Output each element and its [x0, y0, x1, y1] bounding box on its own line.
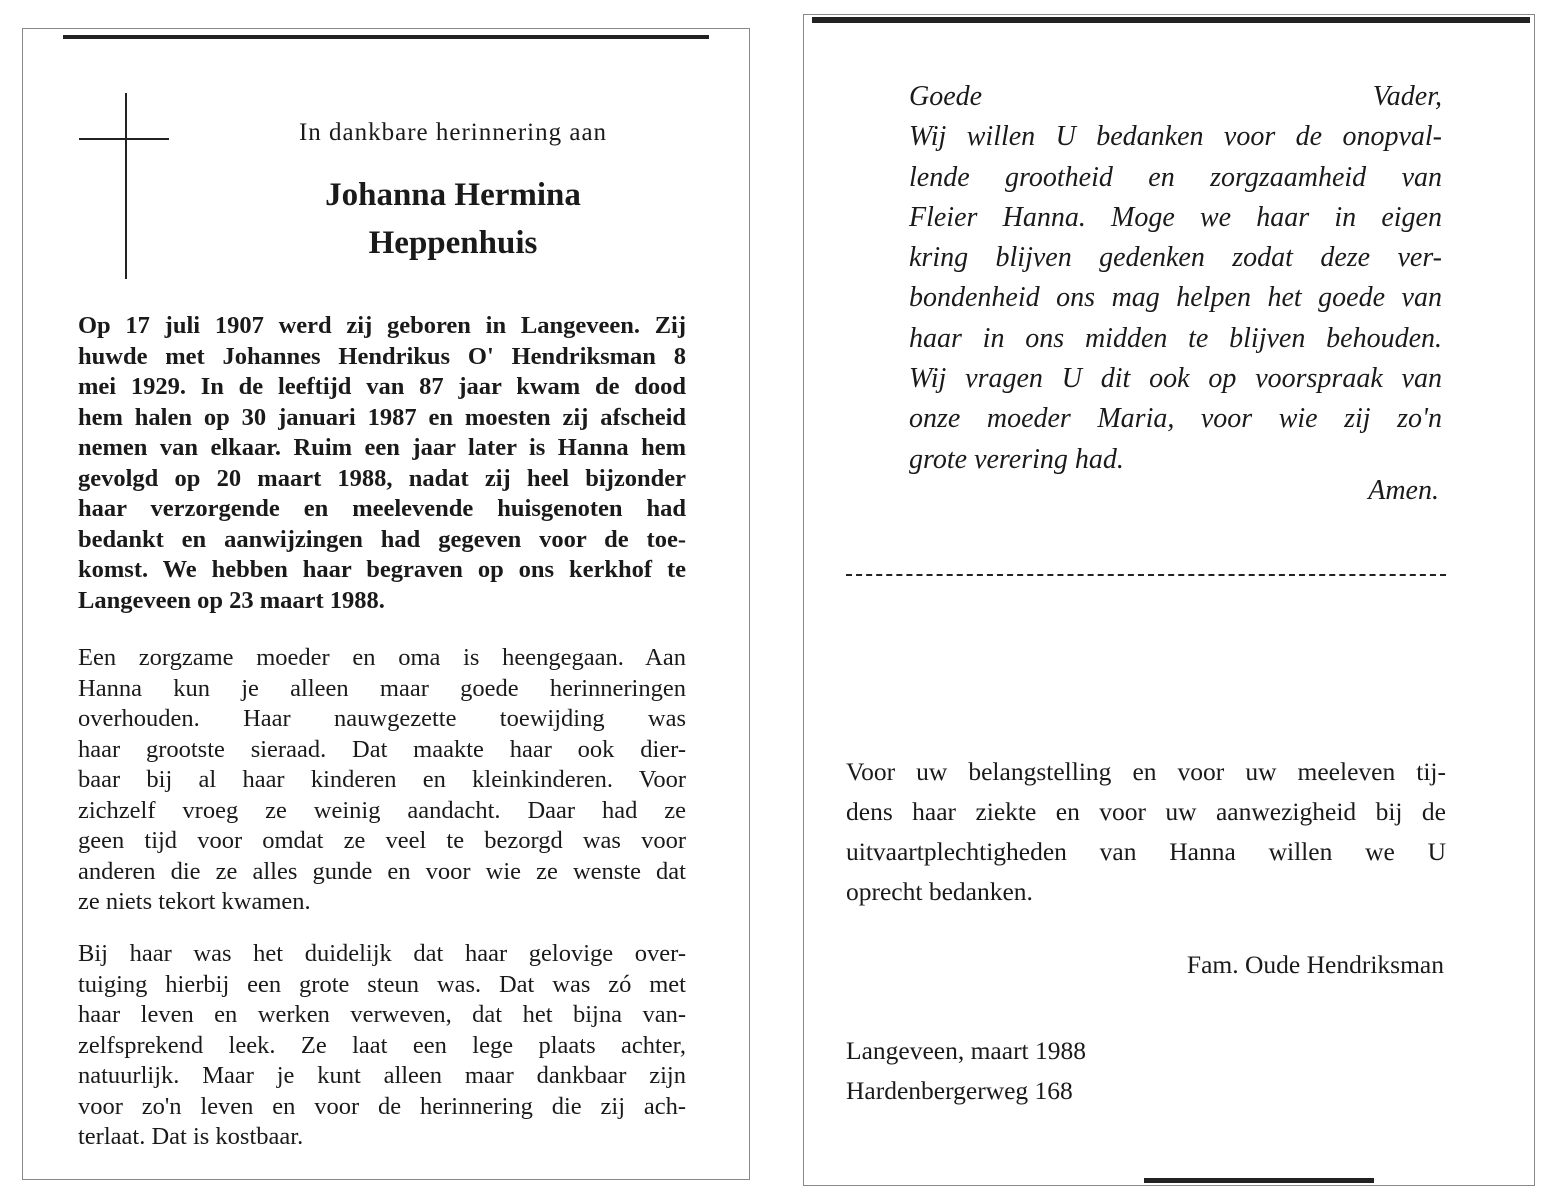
text-line: natuurlijk. Maar je kunt alleen maar dankbaar zijn — [78, 1062, 686, 1089]
text-line: Bij haar was het duidelijk dat haar gelovige over- — [78, 940, 686, 967]
text-line: tuiging hierbij een grote steun was. Dat was zó met — [78, 970, 686, 998]
text-line: haar grootste sieraad. Dat maakte haar ook dier- — [78, 735, 686, 763]
faith-paragraph — [78, 939, 686, 1153]
text-line: haar in ons midden te blijven behouden. — [909, 322, 1442, 354]
text-line: Hanna kun je alleen maar goede herinneringen — [78, 674, 686, 702]
text-line: bondenheid ons mag helpen het goede van — [909, 282, 1442, 314]
text-line: komst. We hebben haar begraven op ons kerkhof te — [78, 556, 686, 583]
prayer-text — [909, 77, 1442, 480]
text-line: terlaat. Dat is kostbaar. — [78, 1123, 304, 1150]
text-line: kring blijven gedenken zodat deze ver- — [909, 242, 1442, 274]
scan-edge-shadow — [63, 35, 709, 39]
intro-text: In dankbare herinnering aan — [298, 119, 608, 146]
text-line: bedankt en aanwijzingen had gegeven voor de toe- — [78, 525, 686, 553]
text-line: onze moeder Maria, voor wie zij zo'n — [909, 403, 1442, 435]
address: Hardenbergerweg 168 — [846, 1076, 1073, 1105]
text-line: ze niets tekort kwamen. — [78, 888, 311, 915]
text-line: dens haar ziekte en voor uw aanwezigheid bij de — [846, 797, 1446, 826]
text-line: zichzelf vroeg ze weinig aandacht. Daar had ze — [78, 796, 686, 824]
character-paragraph — [78, 643, 686, 918]
place-date: Langeveen, maart 1988 — [846, 1036, 1087, 1065]
text-line: geen tijd voor omdat ze veel te bezorgd was voor — [78, 827, 686, 854]
memorial-card-back — [803, 14, 1535, 1186]
text-line: grote verering had. — [909, 443, 1124, 475]
text-line: baar bij al haar kinderen en kleinkinderen. Voor — [78, 766, 686, 793]
text-line: hem halen op 30 januari 1987 en moesten zij afscheid — [78, 403, 686, 431]
text-line: Fleier Hanna. Moge we haar in eigen — [909, 201, 1442, 233]
text-line: lende grootheid en zorgzaamheid van — [909, 161, 1442, 193]
text-line: voor zo'n leven en voor de herinnering die zij ach- — [78, 1092, 686, 1120]
text-line: Wij vragen U dit ook op voorspraak van — [909, 363, 1442, 395]
text-line: overhouden. Haar nauwgezette toewijding was — [78, 705, 686, 732]
scan-edge-shadow — [1144, 1178, 1374, 1183]
text-line: haar leven en werken verweven, dat het bijna van- — [78, 1001, 686, 1028]
text-line: nemen van elkaar. Ruim een jaar later is Hanna hem — [78, 434, 686, 461]
cross-icon — [125, 93, 127, 279]
text-line: huwde met Johannes Hendrikus O' Hendriksman 8 — [78, 342, 686, 370]
text-line: haar verzorgende en meelevende huisgenoten had — [78, 495, 686, 522]
text-line: Op 17 juli 1907 werd zij geboren in Langeveen. Zij — [78, 312, 686, 339]
text-line: Langeveen op 23 maart 1988. — [78, 586, 385, 614]
text-line: anderen die ze alles gunde en voor wie ze wenste dat — [78, 857, 686, 885]
deceased-name-last: Heppenhuis — [368, 225, 538, 261]
deceased-name-first: Johanna Hermina — [325, 177, 581, 213]
scan-edge-shadow — [812, 17, 1530, 23]
text-line: uitvaartplechtigheden van Hanna willen we U — [846, 837, 1446, 866]
biography-paragraph — [78, 311, 686, 616]
memorial-card-front — [22, 28, 750, 1180]
text-line: zelfsprekend leek. Ze laat een lege plaats achter, — [78, 1031, 686, 1059]
text-line: mei 1929. In de leeftijd van 87 jaar kwam de dood — [78, 373, 686, 400]
text-line: gevolgd op 20 maart 1988, nadat zij heel bijzonder — [78, 464, 686, 492]
text-line: Een zorgzame moeder en oma is heengegaan. Aan — [78, 644, 686, 671]
text-line: oprecht bedanken. — [846, 877, 1033, 906]
place-block — [846, 1031, 1086, 1111]
dashed-divider — [846, 574, 1446, 576]
cross-icon-bar — [79, 138, 169, 140]
thanks-paragraph — [846, 752, 1446, 912]
family-signature: Fam. Oude Hendriksman — [1186, 950, 1444, 979]
text-line: Goede Vader, — [909, 81, 1442, 112]
text-line: Voor uw belangstelling en voor uw meeleven tij- — [846, 757, 1446, 786]
prayer-amen: Amen. — [1368, 475, 1439, 506]
text-line: Wij willen U bedanken voor de onopval- — [909, 121, 1442, 153]
